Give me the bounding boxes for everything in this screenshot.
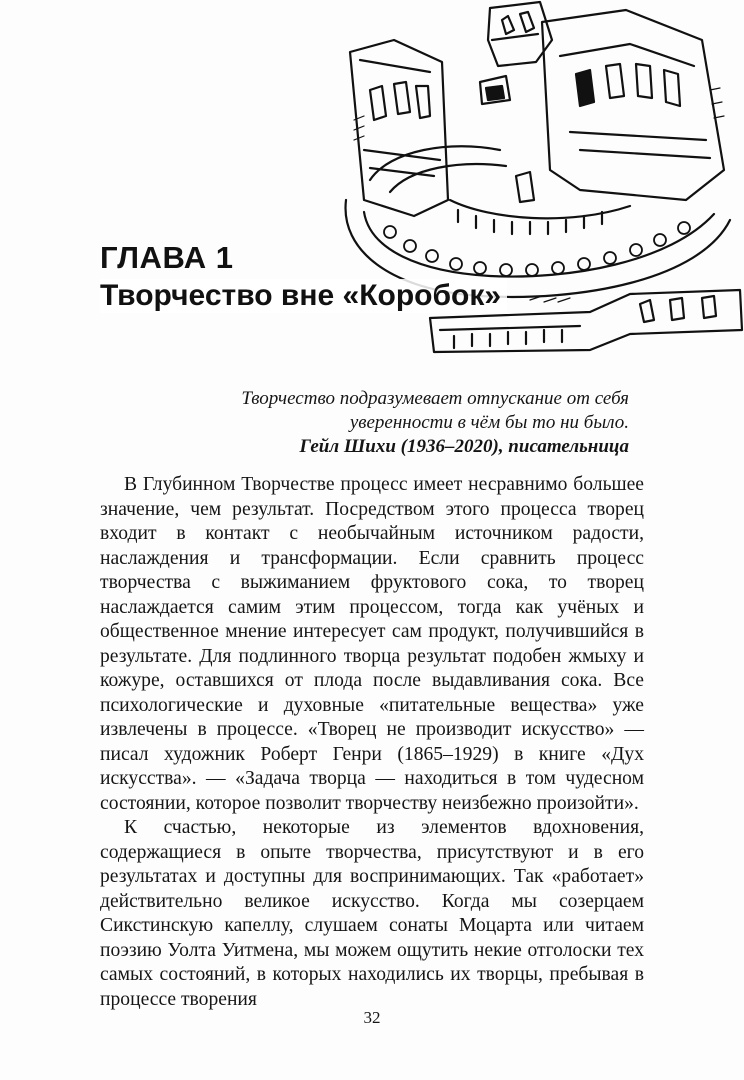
paragraph: В Глубинном Творчестве процесс имеет несравнимо большее значение, чем результат. Посредством этого процесса творец входит в контакт с необычайным источником радости, наслаждения и трансформации. Если сравнить процесс творчества с выжиманием фруктового сока, то творец наслаждается самим этим процессом, тогда как учёных и общественное мнение интересует сам продукт, получившийся в результате. Для подлинного творца результат подобен жмыху и кожуре, оставшихся от плода после выдавливания сока. Все психологические и духовные «питательные вещества» уже извлечены в процессе. «Творец не производит искусство» — писал художник Роберт Генри (1865–1929) в книге «Дух искусства». — «Задача творца — находиться в том чудесном состоянии, которое позволит творчеству неизбежно произойти». [100, 474, 644, 814]
page-number: 32 [363, 1008, 381, 1027]
chapter-number: ГЛАВА 1 [100, 240, 234, 275]
chapter-title: Творчество вне «Коробок» [100, 279, 507, 313]
epigraph-author: Гейл Шихи (1936–2020), писательница [299, 436, 629, 457]
paragraph: К счастью, некоторые из элементов вдохновения, содержащиеся в опыте творчества, присутствуют и в его результатах и доступны для воспринимающих. Так «работает» действительно великое искусство. Когда мы созерцаем Сикстинскую капеллу, слушаем сонаты Моцарта или читаем поэзию Уолта Уитмена, мы можем ощутить некие отголоски тех самых состояний, в которых находились их творцы, пребывая в процессе творения [100, 817, 644, 1010]
epigraph-line: уверенности в чём бы то ни было. [349, 412, 629, 433]
epigraph-line: Творчество подразумевает отпускание от себя [241, 388, 629, 409]
body-text [100, 473, 644, 1012]
epigraph [169, 387, 629, 459]
